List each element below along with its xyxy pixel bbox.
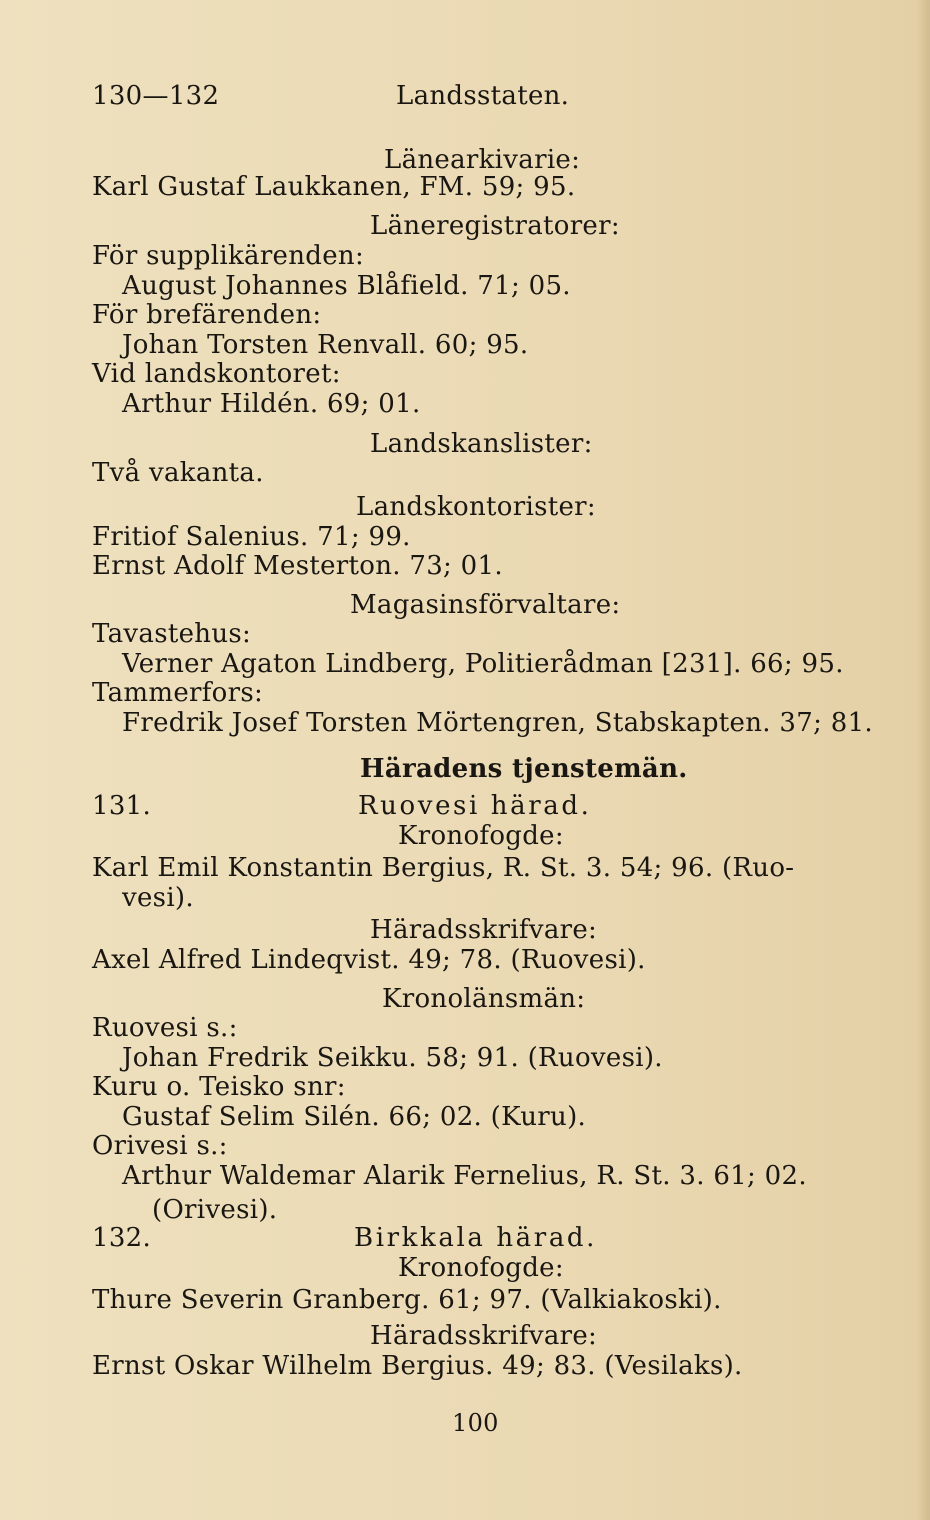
subsection-label: Tavastehus: — [92, 619, 252, 649]
section-heading: Länearkivarie: — [384, 145, 581, 175]
page-range: 130—132 — [92, 81, 220, 111]
district-heading: Ruovesi härad. — [358, 791, 592, 821]
section-heading: Kronofogde: — [398, 821, 564, 851]
chapter-heading: Häradens tjenstemän. — [360, 754, 688, 784]
entry-line: Johan Fredrik Seikku. 58; 91. (Ruovesi). — [122, 1043, 663, 1073]
subsection-label: Orivesi s.: — [92, 1131, 228, 1161]
entry-line: Arthur Hildén. 69; 01. — [122, 389, 421, 419]
entry-line: Johan Torsten Renvall. 60; 95. — [122, 330, 529, 360]
entry-line: Ernst Oskar Wilhelm Bergius. 49; 83. (Vesilaks). — [92, 1351, 743, 1381]
entry-line: Fritiof Salenius. 71; 99. — [92, 522, 411, 552]
entry-line: Thure Severin Granberg. 61; 97. (Valkiakoski). — [92, 1285, 722, 1315]
subsection-label: Kuru o. Teisko snr: — [92, 1072, 346, 1102]
entry-line: Karl Gustaf Laukkanen, FM. 59; 95. — [92, 172, 576, 202]
section-heading: Kronolänsmän: — [382, 984, 586, 1014]
subsection-label: Ruovesi s.: — [92, 1013, 238, 1043]
section-heading: Landskanslister: — [370, 429, 593, 459]
subsection-label: Vid landskontoret: — [92, 359, 341, 389]
subsection-label: För supplikärenden: — [92, 241, 365, 271]
section-heading: Häradsskrifvare: — [370, 1321, 598, 1351]
entry-line: vesi). — [122, 883, 194, 913]
entry-line: Karl Emil Konstantin Bergius, R. St. 3. 54; 96. (Ruo- — [92, 853, 795, 883]
section-number: 132. — [92, 1223, 152, 1253]
section-heading: Magasinsförvaltare: — [350, 590, 621, 620]
entry-line: Axel Alfred Lindeqvist. 49; 78. (Ruovesi). — [92, 945, 646, 975]
section-number: 131. — [92, 791, 152, 821]
section-heading: Häradsskrifvare: — [370, 915, 598, 945]
page-edge-shadow — [916, 0, 930, 1520]
subsection-label: Tammerfors: — [92, 678, 264, 708]
entry-line: (Orivesi). — [152, 1195, 278, 1225]
entry-line: Ernst Adolf Mesterton. 73; 01. — [92, 551, 503, 581]
entry-line: Två vakanta. — [92, 458, 264, 488]
entry-line: Verner Agaton Lindberg, Politierådman [231]. 66; 95. — [122, 649, 844, 679]
district-heading: Birkkala härad. — [354, 1223, 598, 1253]
entry-line: Arthur Waldemar Alarik Fernelius, R. St. 3. 61; 02. — [122, 1161, 807, 1191]
section-heading: Landskontorister: — [356, 492, 596, 522]
entry-line: August Johannes Blåfield. 71; 05. — [122, 271, 571, 301]
page-number: 100 — [452, 1409, 499, 1437]
section-heading: Kronofogde: — [398, 1253, 564, 1283]
entry-line: Gustaf Selim Silén. 66; 02. (Kuru). — [122, 1102, 587, 1132]
running-title: Landsstaten. — [396, 81, 570, 111]
subsection-label: För brefärenden: — [92, 300, 322, 330]
section-heading: Läneregistratorer: — [370, 211, 620, 241]
entry-line: Fredrik Josef Torsten Mörtengren, Stabskapten. 37; 81. — [122, 708, 873, 738]
